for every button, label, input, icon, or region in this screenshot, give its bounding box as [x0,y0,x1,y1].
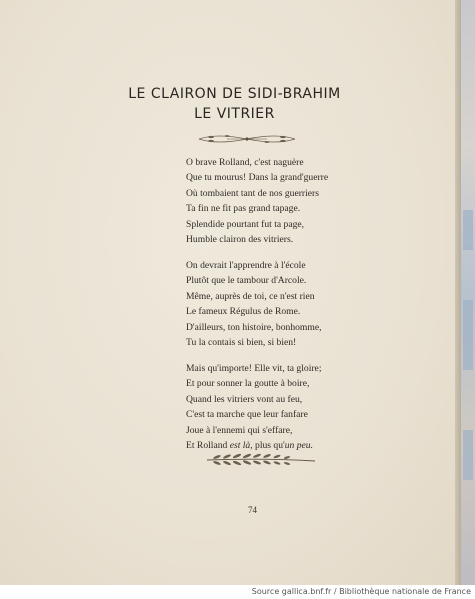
verse-line: Quand les vitriers vont au feu, [186,393,303,405]
verse-line: Joue à l'ennemi qui s'effare, [186,424,293,436]
verse-line: Où tombaient tant de nos guerriers [186,187,319,199]
poem-subtitle: LE VITRIER [194,106,275,122]
stanza [186,258,386,350]
verse-line: Splendide pourtant fut ta page, [186,218,305,230]
verse-line: Que tu mourus! Dans la grand'guerre [186,172,329,184]
verse-fragment-italic: est là, [229,439,253,451]
verse-line: Ta fin ne fit pas grand tapage. [186,203,301,215]
verse-line: Et pour sonner la goutte à boire, [186,378,310,390]
verse-fragment: Et Rolland [186,439,230,451]
verse-fragment: plus qu' [252,439,285,451]
verse-line: On devrait l'apprendre à l'école [186,259,306,271]
verse-line: Plutôt que le tambour d'Arcole. [186,275,307,287]
poem-body [186,155,386,464]
verse-line: O brave Rolland, c'est naguère [186,157,304,168]
source-credit[interactable]: Source gallica.bnf.fr / Bibliothèque nationale de France [251,587,471,596]
stanza [186,155,386,247]
verse-line: Tu la contais si bien, si bien! [186,336,297,348]
verse-fragment-italic: un peu. [284,439,313,451]
poem-title: LE CLAIRON DE SIDI-BRAHIM [128,86,341,102]
verse-line: Humble clairon des vitriers. [186,234,294,246]
verse-line: Même, auprès de toi, ce n'est rien [186,290,315,302]
verse-line: Le fameux Régulus de Rome. [186,306,301,318]
verse-line: Mais qu'importe! Elle vit, ta gloire; [186,362,322,374]
adjacent-page-strip [461,0,475,585]
verse-line: C'est ta marche que leur fanfare [186,409,308,421]
fleuron-ornament-icon [197,132,297,146]
page-number: 74 [248,505,257,515]
wheat-spray-ornament-icon [203,450,319,468]
verse-line: D'ailleurs, ton histoire, bonhomme, [186,321,322,333]
stanza [186,361,386,453]
